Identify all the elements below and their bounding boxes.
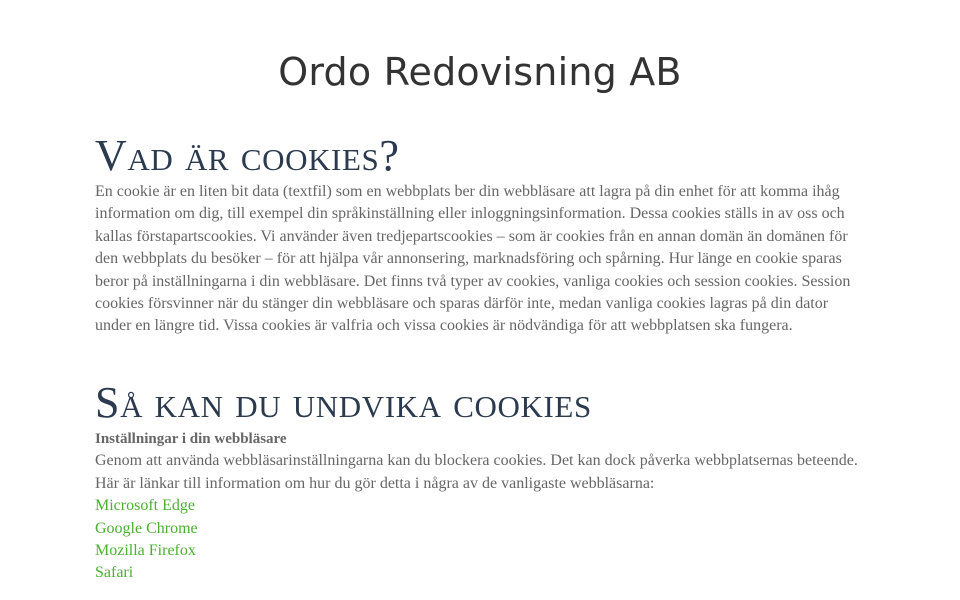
browser-settings-subheading: Inställningar i din webbläsare: [95, 431, 287, 447]
link-mozilla-firefox[interactable]: Mozilla Firefox: [95, 542, 196, 560]
section-avoid-cookies: [95, 378, 867, 585]
link-google-chrome[interactable]: Google Chrome: [95, 519, 198, 537]
section-what-are-cookies: [95, 131, 867, 338]
section-heading-avoid: Så kan du undvika cookies: [95, 378, 592, 427]
site-title: Ordo Redovisning AB: [278, 50, 682, 94]
link-microsoft-edge[interactable]: Microsoft Edge: [95, 497, 195, 515]
list-item: [95, 495, 867, 517]
section-heading-what: Vad är cookies?: [95, 131, 400, 180]
link-safari[interactable]: Safari: [95, 564, 134, 582]
list-item: [95, 562, 867, 584]
section-body-avoid: Genom att använda webbläsarinställningarna kan du blockera cookies. Det kan dock påverka webbplatsernas beteende. Här är länkar till information om hur du gör detta i några av de vanligaste webbläsarna:: [95, 452, 858, 492]
list-item: [95, 540, 867, 562]
section-body-what: En cookie är en liten bit data (textfil) som en webbplats ber din webbläsare att lagra på din enhet för att komma ihåg information om dig, till exempel din språkinställning eller inloggningsinformation. Dessa cookies ställs in av oss och kallas förstapartscookies. Vi använder även tredjepartscookies – som är cookies från en annan domän än domänen för den webbplats du besöker – för att hjälpa vår annonsering, marknadsföring och spårning. Hur länge en cookie sparas beror på inställningarna i din webbläsare. Det finns två typer av cookies, vanliga cookies och session cookies. Session cookies försvinner när du stänger din webbläsare och sparas därför inte, medan vanliga cookies lagras på din dator under en längre tid. Vissa cookies är valfria och vissa cookies är nödvändiga för att webbplatsen ska fungera.: [95, 183, 851, 335]
browser-links-list: [95, 495, 867, 585]
list-item: [95, 518, 867, 540]
